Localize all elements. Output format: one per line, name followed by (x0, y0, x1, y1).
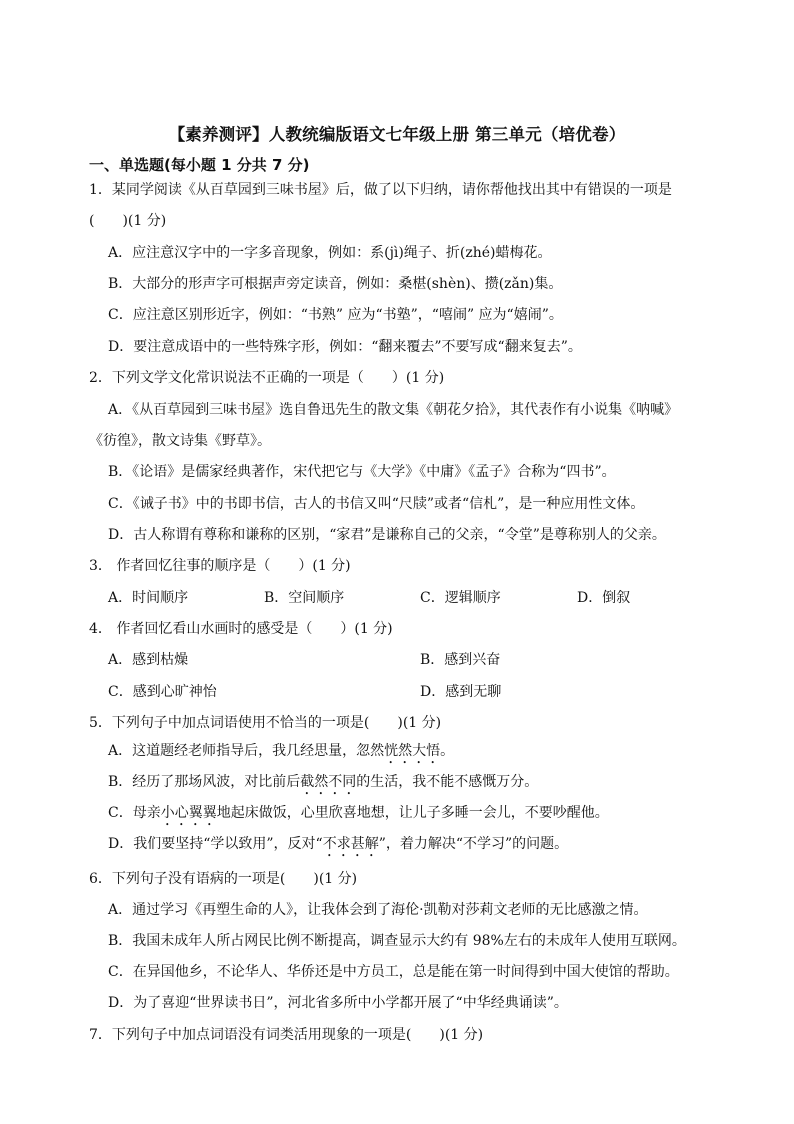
question-5-stem: 5．下列句子中加点词语使用不恰当的一项是( )(1 分) (89, 715, 442, 731)
question-1-stem-cont: ( )(1 分) (89, 213, 167, 229)
question-1-option-a: A．应注意汉字中的一字多音现象，例如：系(jì)绳子、折(zhé)蜡梅花。 (108, 245, 552, 261)
question-6-option-d: D．为了喜迎“世界读书日”，河北省多所中小学都开展了“中华经典诵读”。 (108, 995, 568, 1011)
question-3-option-d: D．倒叙 (577, 590, 631, 606)
question-3-option-b: B．空间顺序 (264, 590, 345, 606)
question-5-option-c (108, 804, 609, 829)
question-6-stem: 6．下列句子没有语病的一项是( )(1 分) (89, 871, 358, 887)
question-1-option-d: D．要注意成语中的一些特殊字形，例如：“翻来覆去”不要写成“翻来复去”。 (108, 339, 582, 355)
question-2-option-b: B．《论语》是儒家经典著作，宋代把它与《大学》《中庸》《孟子》合称为“四书”。 (108, 464, 616, 480)
option-text: 的生活，我不能不感慨万分。 (356, 774, 539, 790)
dotted-phrase: 不求甚解 (322, 836, 379, 852)
option-text: ”，着力解决“不学习”的问题。 (378, 836, 569, 852)
question-5-option-b (108, 773, 538, 798)
option-text: A．这道题经老师指导后，我几经思量，忽然 (108, 743, 385, 759)
dotted-phrase: 截然不同 (300, 774, 357, 790)
option-text: D．我们要坚持“学以致用”，反对“ (108, 836, 323, 852)
option-text: C．母亲 (108, 805, 161, 821)
option-text: B．经历了那场风波，对比前后 (108, 774, 301, 790)
question-2-option-d: D．古人称谓有尊称和谦称的区别，“家君”是谦称自己的父亲，“令堂”是尊称别人的父亲。 (108, 527, 666, 543)
question-4-stem: 4． 作者回忆看山水画时的感受是（ ）(1 分) (89, 621, 393, 637)
question-6-option-a: A．通过学习《再塑生命的人》，让我体会到了海伦·凯勒对莎莉文老师的无比感激之情。 (108, 902, 648, 918)
option-text: 地起床做饭，心里欣喜地想，让儿子多睡一会儿，不要吵醒他。 (216, 805, 609, 821)
question-3-option-a: A．时间顺序 (108, 590, 189, 606)
question-2-option-a-cont: 《彷徨》，散文诗集《野草》。 (89, 433, 271, 449)
dotted-phrase: 小心翼翼 (160, 805, 217, 821)
question-4-option-a: A．感到枯燥 (108, 652, 189, 668)
question-7-stem: 7．下列句子中加点词语没有词类活用现象的一项是( )(1 分) (89, 1027, 484, 1043)
question-1-option-c: C．应注意区别形近字，例如：“书熟” 应为“书塾”，“嘻闹” 应为“嬉闹”。 (108, 307, 563, 323)
question-6-option-b: B．我国未成年人所占网民比例不断提高，调查显示大约有 98%左右的未成年人使用互联网。 (108, 933, 686, 949)
document-title: 【素养测评】人教统编版语文七年级上册 第三单元（培优卷） (168, 125, 626, 144)
option-text: 。 (440, 743, 455, 759)
question-3-option-c: C．逻辑顺序 (420, 590, 501, 606)
question-3-stem: 3． 作者回忆往事的顺序是（ ）(1 分) (89, 558, 351, 574)
question-1-option-b: B．大部分的形声字可根据声旁定读音，例如：桑椹(shèn)、攒(zǎn)集。 (108, 276, 563, 292)
dotted-phrase: 恍然大悟 (384, 743, 441, 759)
question-5-option-a (108, 742, 454, 767)
question-1-stem: 1．某同学阅读《从百草园到三味书屋》后，做了以下归纳，请你帮他找出其中有错误的一项是 (89, 182, 672, 198)
question-2-option-c: C．《诫子书》中的书即书信，古人的书信又叫“尺牍”或者“信札”，是一种应用性文体。 (108, 496, 645, 512)
question-6-option-c: C．在异国他乡，不论华人、华侨还是中方员工，总是能在第一时间得到中国大使馆的帮助。 (108, 964, 679, 980)
question-4-option-b: B．感到兴奋 (420, 652, 501, 668)
question-2-stem: 2．下列文学文化常识说法不正确的一项是（ ）(1 分) (89, 370, 445, 386)
question-5-option-d (108, 835, 568, 860)
question-2-option-a: A．《从百草园到三味书屋》选自鲁迅先生的散文集《朝花夕拾》，其代表作有小说集《呐喊》 (108, 402, 679, 418)
question-4-option-c: C．感到心旷神怡 (108, 684, 217, 700)
section-heading: 一、单选题(每小题 1 分共 7 分) (89, 156, 310, 174)
question-4-option-d: D．感到无聊 (420, 684, 502, 700)
